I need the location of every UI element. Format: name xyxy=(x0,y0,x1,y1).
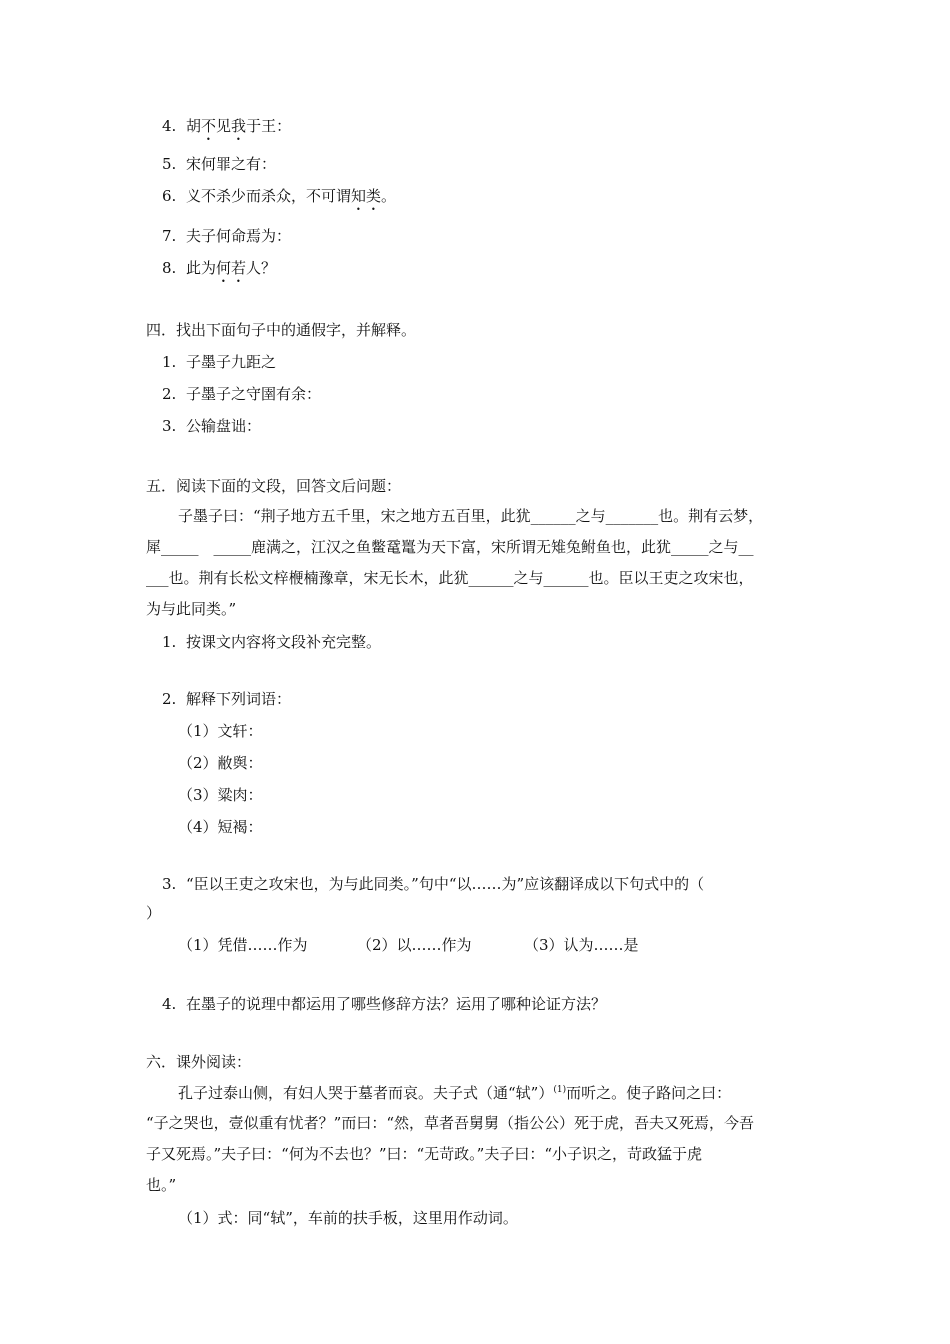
reading-line-2: “子之哭也，壹似重有忧者？”而曰：“然，草者吾舅舅（指公公）死于虎，吾夫又死焉，今吾 xyxy=(146,1114,755,1132)
passage-line-3: ___也。荆有长松文梓楩楠豫章，宋无长木，此犹______之与______也。臣以王吏之攻宋也， xyxy=(146,569,754,587)
footnote: （1）式：同“轼”，车前的扶手板，这里用作动词。 xyxy=(178,1209,518,1227)
q2-word-2: （2）敝舆： xyxy=(178,754,263,772)
reading-line-3: 子又死焉。”夫子曰：“何为不去也？”曰：“无苛政。”夫子曰：“小子识之，苛政猛于虎 xyxy=(146,1145,703,1163)
s3-item-7: 7. 夫子何命焉为： xyxy=(162,227,292,245)
q2-word-4: （4）短褐： xyxy=(178,818,263,836)
q2-word-3: （3）粱肉： xyxy=(178,786,263,804)
s5-question-3: 3. “臣以王吏之攻宋也，为与此同类。”句中“以……为”应该翻译成以下句式中的（ xyxy=(162,875,705,893)
s3-item-6: 6. 义不杀少而杀众，不可谓知类。 xyxy=(162,187,397,205)
q2-word-1: （1）文轩： xyxy=(178,722,263,740)
q3-option-2: （2）以……作为 xyxy=(357,936,472,954)
q3-option-1: （1）凭借……作为 xyxy=(178,936,308,954)
passage-line-2: 犀_____ _____鹿满之，江汉之鱼鳖鼋鼍为天下富，宋所谓无雉兔鲋鱼也，此犹_____之与__ xyxy=(146,538,754,556)
footnote-marker: (1) xyxy=(553,1085,567,1095)
s4-item-2: 2. 子墨子之守圉有余： xyxy=(162,385,322,403)
q3-bracket-close: ） xyxy=(146,904,162,922)
reading-line-1: 孔子过泰山侧，有妇人哭于墓者而哀。夫子式（通“轼”）$^{(1)}$而听之。使子路问之曰： xyxy=(178,1084,732,1102)
passage-line-4: 为与此同类。” xyxy=(146,600,237,618)
reading-line-4: 也。” xyxy=(146,1176,177,1194)
section-4-heading: 四．找出下面句子中的通假字，并解释。 xyxy=(146,321,417,339)
s3-item-4: 4. 胡不见我于王： xyxy=(162,117,292,135)
s5-question-1: 1. 按课文内容将文段补充完整。 xyxy=(162,633,382,651)
passage-line-1: 子墨子曰：“荆子地方五千里，宋之地方五百里，此犹______之与_______也。荆有云梦， xyxy=(178,507,764,525)
s5-question-4: 4. 在墨子的说理中都运用了哪些修辞方法？运用了哪种论证方法？ xyxy=(162,995,607,1013)
s3-item-5: 5. 宋何罪之有： xyxy=(162,155,277,173)
section-6-heading: 六．课外阅读： xyxy=(146,1053,252,1071)
s5-question-2: 2. 解释下列词语： xyxy=(162,690,292,708)
section-5-heading: 五．阅读下面的文段，回答文后问题： xyxy=(146,477,402,495)
s3-item-8: 8. 此为何若人？ xyxy=(162,259,277,277)
q3-option-3: （3）认为……是 xyxy=(524,936,639,954)
s4-item-3: 3. 公输盘诎： xyxy=(162,417,262,435)
s4-item-1: 1. 子墨子九距之 xyxy=(162,353,277,371)
